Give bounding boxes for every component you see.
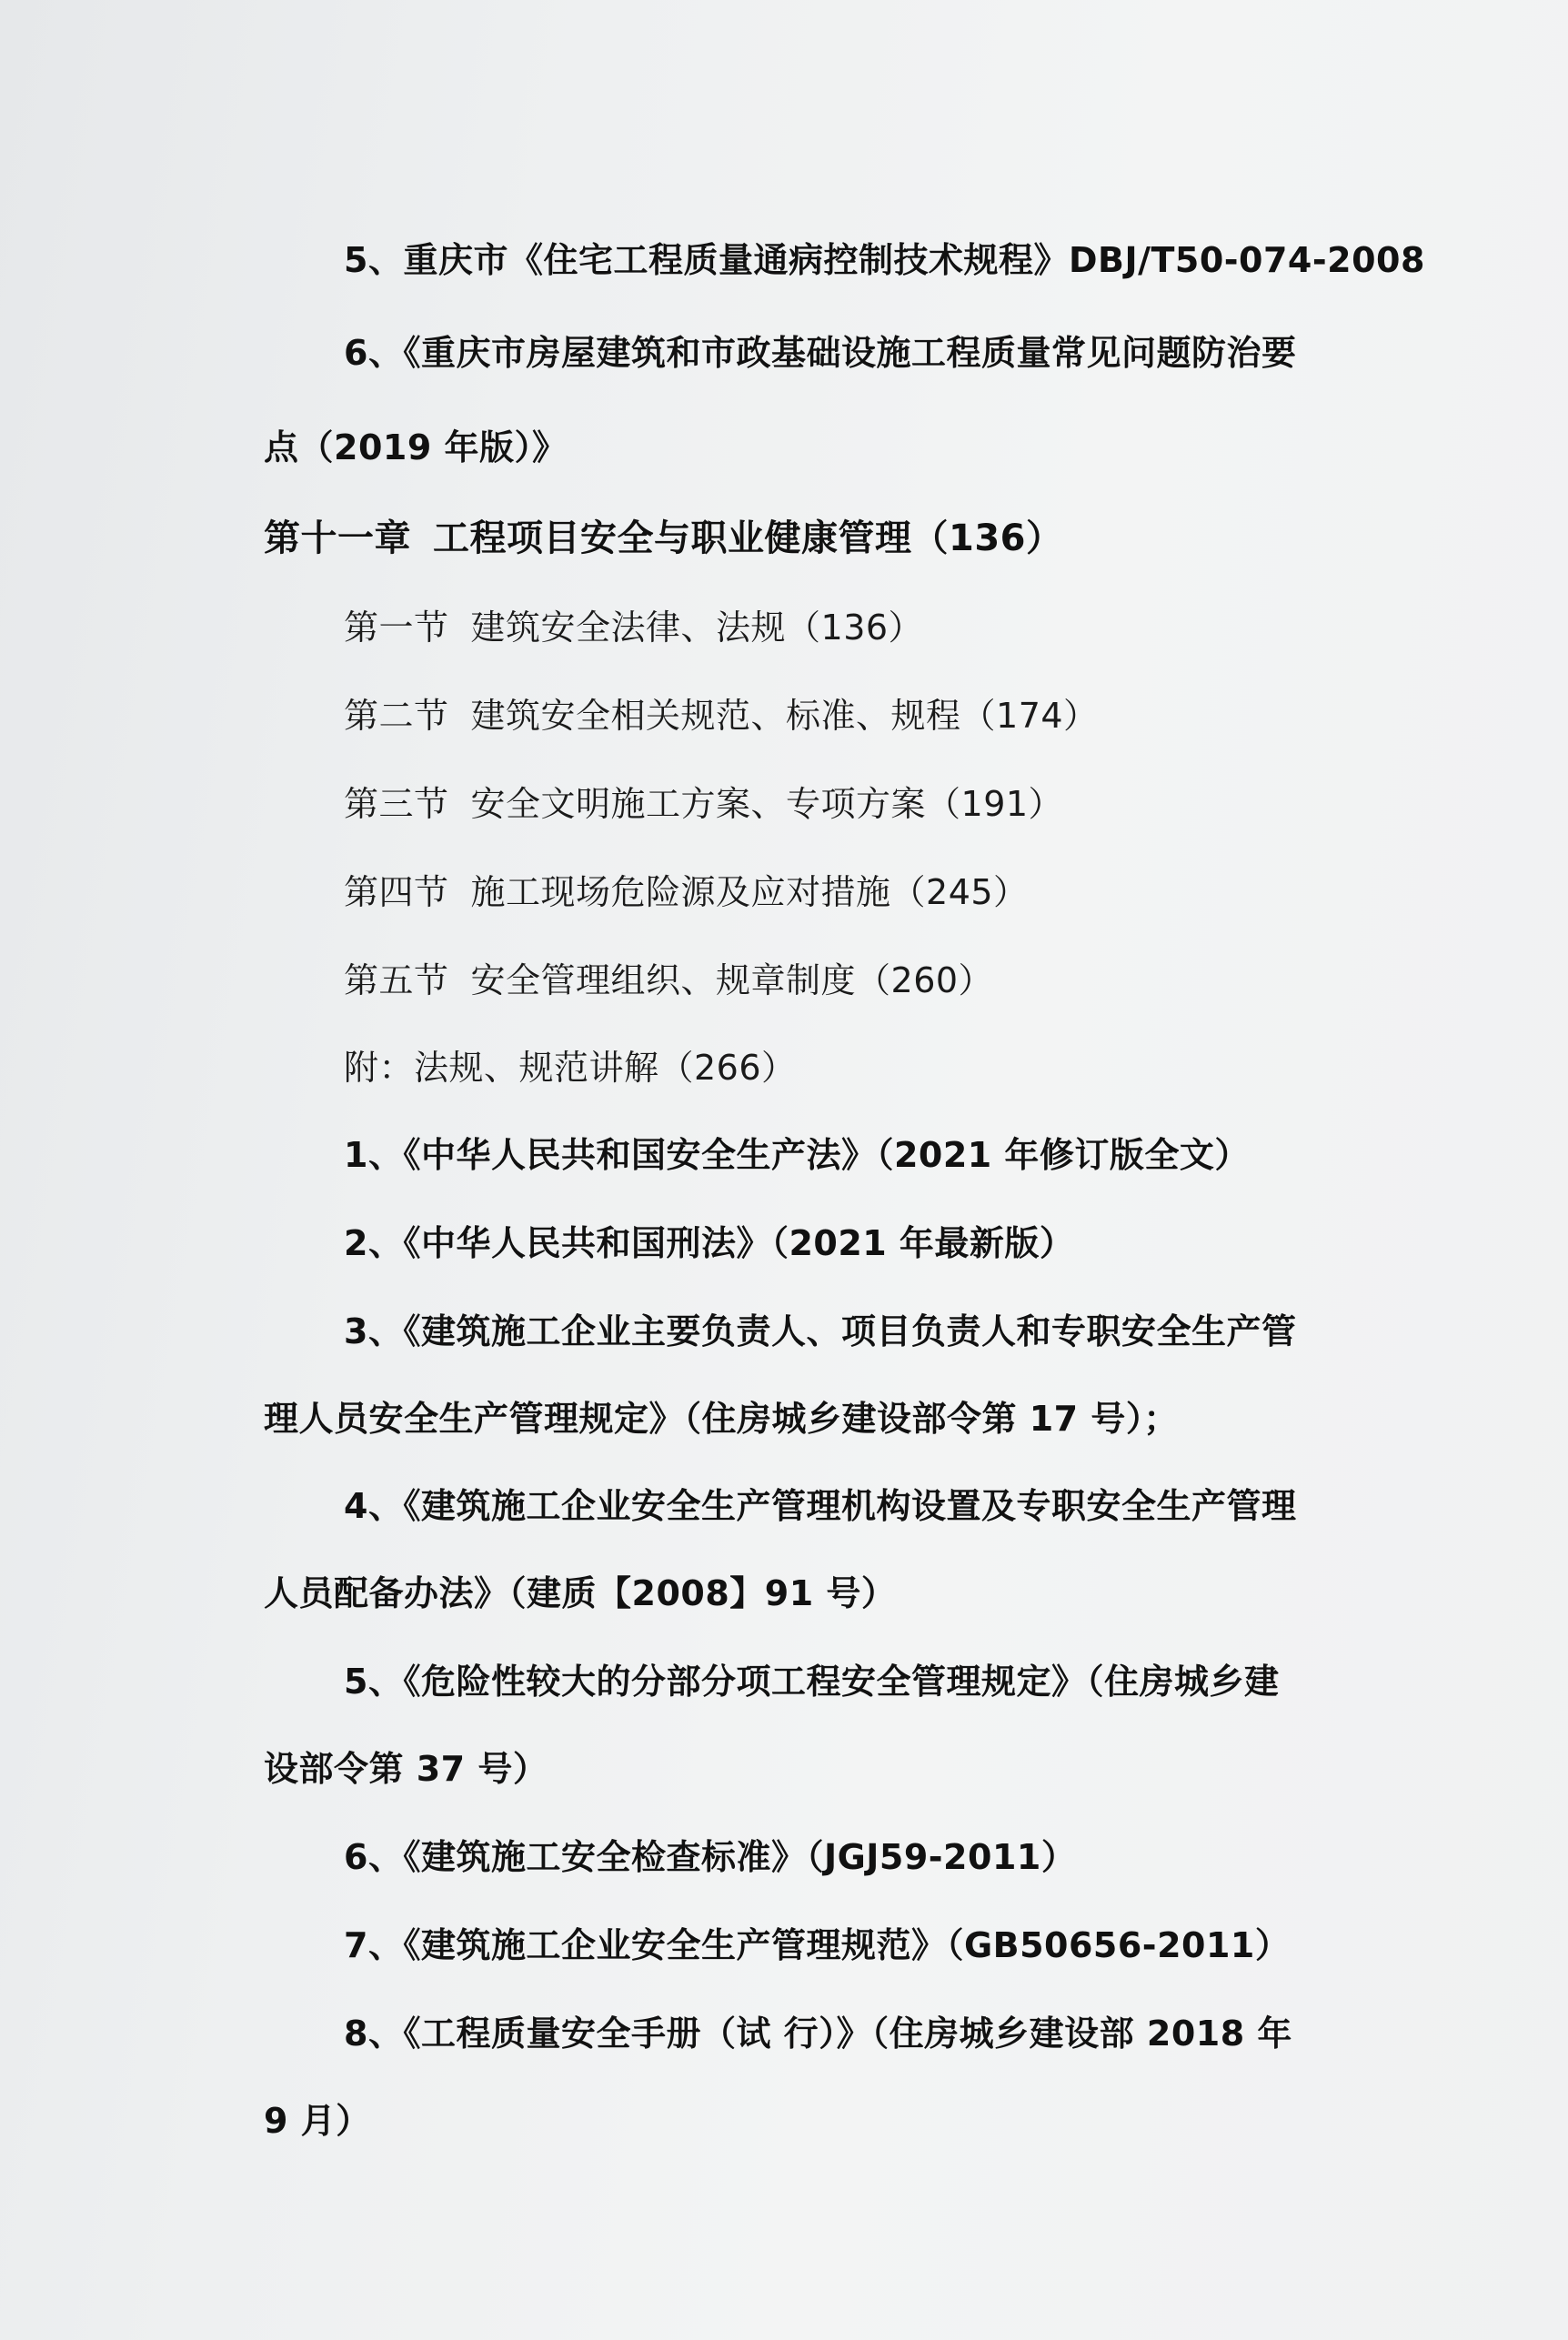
section-4: [344, 870, 1029, 914]
section-title: 建筑安全法律、法规（136）: [470, 608, 924, 648]
section-2: [344, 694, 1099, 738]
appendix-heading: 附：法规、规范讲解（266）: [344, 1048, 797, 1088]
section-label: 第二节: [344, 696, 449, 736]
law-item-5-line1: 5、《危险性较大的分部分项工程安全管理规定》（住房城乡建: [344, 1662, 1280, 1702]
law-item-8-line1: 8、《工程质量安全手册（试 行）》（住房城乡建设部 2018 年: [344, 2014, 1292, 2054]
section-title: 施工现场危险源及应对措施（245）: [470, 872, 1029, 912]
chapter-title: 工程项目安全与职业健康管理（136）: [433, 517, 1063, 559]
standard-item-5: 5、重庆市《住宅工程质量通病控制技术规程》DBJ/T50-074-2008: [344, 240, 1425, 280]
section-title: 安全文明施工方案、专项方案（191）: [470, 784, 1064, 824]
chapter-11-heading: [264, 517, 1063, 560]
section-3: [344, 782, 1063, 826]
section-title: 安全管理组织、规章制度（260）: [470, 960, 994, 1000]
standard-item-6-line2: 点（2019 年版）》: [264, 427, 568, 467]
law-item-5-line2: 设部令第 37 号）: [264, 1749, 548, 1789]
section-title: 建筑安全相关规范、标准、规程（174）: [470, 696, 1099, 736]
section-label: 第五节: [344, 960, 449, 1000]
law-item-1: 1、《中华人民共和国安全生产法》（2021 年修订版全文）: [344, 1135, 1250, 1175]
section-label: 第一节: [344, 608, 449, 648]
law-item-4-line2: 人员配备办法》（建质【2008】91 号）: [264, 1573, 897, 1613]
chapter-label: 第十一章: [264, 517, 411, 559]
law-item-8-line2: 9 月）: [264, 2101, 371, 2141]
standard-item-6-line1: 6、《重庆市房屋建筑和市政基础设施工程质量常见问题防治要: [344, 333, 1297, 373]
law-item-7: 7、《建筑施工企业安全生产管理规范》（GB50656-2011）: [344, 1925, 1291, 1965]
law-item-6: 6、《建筑施工安全检查标准》（JGJ59-2011）: [344, 1837, 1077, 1877]
law-item-3-line2: 理人员安全生产管理规定》（住房城乡建设部令第 17 号）；: [264, 1399, 1179, 1439]
section-label: 第四节: [344, 872, 449, 912]
law-item-2: 2、《中华人民共和国刑法》（2021 年最新版）: [344, 1223, 1075, 1263]
section-label: 第三节: [344, 784, 449, 824]
law-item-4-line1: 4、《建筑施工企业安全生产管理机构设置及专职安全生产管理: [344, 1486, 1297, 1526]
section-1: [344, 606, 923, 649]
law-item-3-line1: 3、《建筑施工企业主要负责人、项目负责人和专职安全生产管: [344, 1311, 1297, 1351]
section-5: [344, 959, 993, 1002]
